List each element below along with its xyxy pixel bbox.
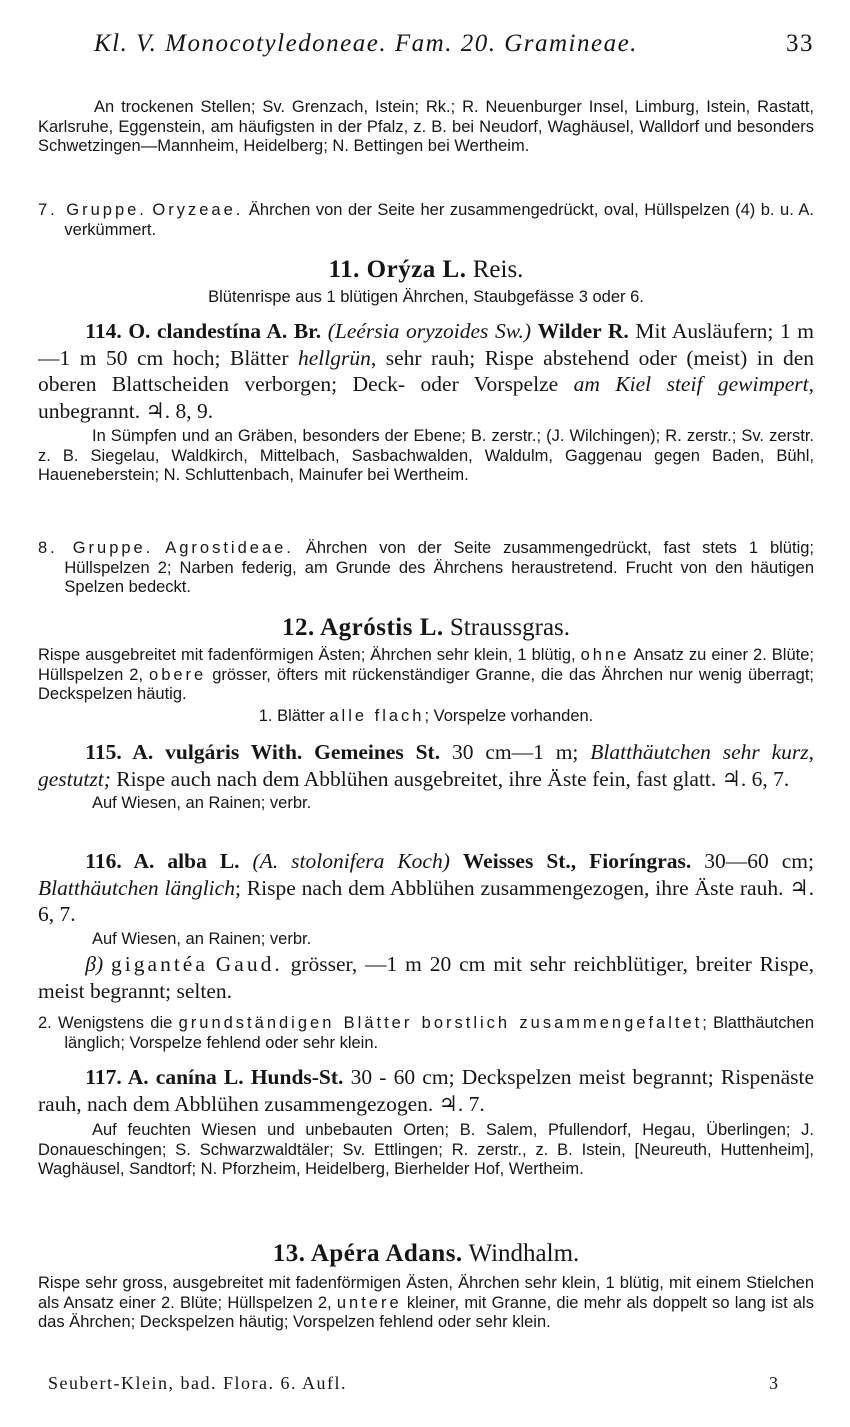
- species-117-desc: 30 - 60 cm; Deckspelzen meist begrannt; Rispenäste rauh, nach dem Abblühen zusammengezogen. ♃. 7.: [38, 1065, 815, 1116]
- genus-12-desc-3: grösser, öfters mit rückenständiger Granne, die das Ährchen nur wenig überragt; Deckspelzen häutig.: [38, 665, 814, 703]
- species-115-localities: Auf Wiesen, an Rainen; verbr.: [92, 794, 312, 812]
- species-114-synonym: (Leérsia oryzoides Sw.): [327, 319, 531, 343]
- page-footer: [48, 1373, 778, 1394]
- species-114-desc-italic-1: hellgrün: [298, 345, 371, 370]
- key-2-text: [38, 1014, 814, 1053]
- genus-11-desc: Blütenrispe aus 1 blütigen Ährchen, Staubgefässe 3 oder 6.: [208, 288, 644, 306]
- key-1: [38, 707, 814, 727]
- variety-name: gigantéa: [111, 952, 208, 976]
- genus-12: [38, 614, 814, 726]
- intro-localities-block: [38, 98, 814, 157]
- genus-11-title: 11. Orýza L.: [328, 256, 467, 283]
- species-115-desc-italic: Blatthäutchen sehr kurz, gestutzt;: [38, 740, 815, 791]
- species-116-desc-2: ; Rispe nach dem Abblühen zusammengezogen, ihre Äste rauh. ♃. 6, 7.: [38, 875, 814, 926]
- species-116-name: 116. A. alba L.: [85, 849, 240, 873]
- species-114: [38, 318, 814, 486]
- group-8: [38, 539, 814, 598]
- group-8-name: Agrostideae.: [165, 539, 294, 557]
- key-1-a: 1. Blätter: [258, 706, 325, 725]
- species-114-desc-3: , unbegrannt. ♃. 8, 9.: [38, 372, 814, 423]
- genus-11-heading: [38, 256, 814, 284]
- genus-12-desc: [38, 646, 814, 705]
- genus-13: [38, 1240, 814, 1333]
- species-116-localities: Auf Wiesen, an Rainen; verbr.: [92, 929, 312, 948]
- genus-11-common: Reis.: [472, 256, 524, 283]
- species-115: [38, 739, 814, 814]
- species-114-desc-italic-2: am Kiel steif gewimpert: [573, 372, 809, 396]
- species-116-desc-italic: Blatthäutchen länglich: [38, 875, 235, 900]
- page-number: 33: [786, 30, 814, 57]
- genus-13-title: 13. Apéra Adans.: [272, 1240, 463, 1267]
- species-115-text: [38, 739, 814, 792]
- species-114-common: Wilder R.: [537, 319, 629, 343]
- species-116-variety: [38, 951, 814, 1004]
- genus-12-title: 12. Agróstis L.: [281, 614, 444, 641]
- group-7: [38, 201, 814, 240]
- genus-11: [38, 256, 814, 308]
- species-115-desc-1: 30 cm—1 m;: [451, 740, 579, 764]
- genus-13-common: Windhalm.: [468, 1240, 580, 1267]
- species-117-localities: Auf feuchten Wiesen und unbebauten Orten; B. Salem, Pfullendorf, Hegau, Überlingen; J. Donaueschingen; S. Schwarzwaldtäler; Sv. Ettlingen; R. zerstr., z. B. Istein, [Neureuth, Huttenheim], Waghäusel, Sandtorf; N. Pforzheim, Heidelberg, Bierhelder Hof, Wertheim.: [38, 1121, 814, 1178]
- species-114-localities: In Sümpfen und an Gräben, besonders der Ebene; B. zerstr.; (J. Wilchingen); R. zerstr.; Sv. zerstr. z. B. Siegelau, Waldkirch, Mittelbach, Sasbachwalden, Waldulm, Gaggenau gegen Baden, Bühl, Haueneberstein; N. Schluttenbach, Mainufer bei Wertheim.: [38, 427, 814, 484]
- key-2-b: grundständigen Blätter borstlich zusammengefaltet: [178, 1014, 703, 1032]
- genus-13-desc-spaced: untere: [336, 1293, 402, 1312]
- group-8-text: [38, 539, 814, 598]
- genus-12-desc-1: Rispe ausgebreitet mit fadenförmigen Ästen; Ährchen sehr klein, 1 blütig,: [38, 646, 576, 664]
- genus-12-desc-spaced-1: ohne: [580, 646, 630, 664]
- variety-author: Gaud.: [215, 952, 283, 976]
- species-117-text: [38, 1064, 814, 1117]
- genus-12-desc-spaced-2: obere: [149, 665, 207, 684]
- species-114-desc-2: , sehr rauh; Rispe abstehend oder (meist) in den oberen Blattscheiden verborgen; Deck- oder Vorspelze: [38, 345, 815, 396]
- species-116-synonym: (A. stolonifera Koch): [252, 849, 450, 873]
- species-116-desc-1: 30—60 cm;: [704, 849, 814, 873]
- footer-source: Seubert-Klein, bad. Flora. 6. Aufl.: [48, 1373, 347, 1393]
- running-title: Kl. V. Monocotyledoneae. Fam. 20. Gramineae.: [94, 30, 638, 57]
- species-117: [38, 1064, 814, 1180]
- variety-label: β): [85, 952, 104, 976]
- key-2-c: ; Blatthäutchen länglich; Vorspelze fehlend oder sehr klein.: [64, 1014, 815, 1052]
- key-2: [38, 1014, 814, 1053]
- key-1-b: alle flach: [329, 706, 425, 725]
- genus-13-heading: [38, 1240, 814, 1268]
- species-114-text: [38, 318, 814, 424]
- species-114-name: 114. O. clandestína A. Br.: [85, 319, 322, 343]
- genus-12-common: Straussgras.: [449, 614, 571, 641]
- species-115-name: 115. A. vulgáris With.: [85, 740, 303, 764]
- intro-localities: An trockenen Stellen; Sv. Grenzach, Istein; Rk.; R. Neuenburger Insel, Limburg, Istein, Rastatt, Karlsruhe, Eggenstein, am häufigsten in der Pfalz, z. B. bei Neudorf, Waghäusel, Walldorf und besonders Schwetzingen—Mannheim, Heidelberg; N. Bettingen bei Wertheim.: [38, 98, 814, 155]
- key-1-c: ; Vorspelze vorhanden.: [424, 706, 594, 725]
- species-116: [38, 848, 814, 1004]
- group-7-text: [38, 201, 814, 240]
- signature-mark: 3: [769, 1373, 778, 1393]
- species-114-desc-1: Mit Ausläufern; 1 m—1 m 50 cm hoch; Blätter: [38, 319, 814, 370]
- group-8-desc: Ährchen von der Seite zusammengedrückt, fast stets 1 blütig; Hüllspelzen 2; Narben federig, am Grunde des Ährchens heraustretend. Frucht von den häutigen Spelzen bedeckt.: [64, 539, 814, 596]
- genus-12-desc-2: Ansatz zu einer 2. Blüte; Hüllspelzen 2,: [38, 646, 814, 684]
- species-115-common: Gemeines St.: [314, 740, 441, 764]
- species-116-common: Weisses St., Fioríngras.: [462, 849, 692, 873]
- group-8-label: 8. Gruppe.: [38, 539, 154, 557]
- genus-13-desc-1: Rispe sehr gross, ausgebreitet mit fadenförmigen Ästen, Ährchen sehr klein, 1 blütig, mit einem Stielchen als Ansatz einer 2. Blüte; Hüllspelzen 2,: [38, 1274, 814, 1312]
- species-117-common: Hunds-St.: [250, 1065, 344, 1089]
- genus-13-desc-2: kleiner, mit Granne, die mehr als doppelt so lang ist als das Ährchen; Deckspelzen häutig; Vorspelzen fehlend oder sehr klein.: [38, 1293, 814, 1331]
- species-116-text: [38, 848, 814, 928]
- genus-12-heading: [38, 614, 814, 642]
- group-7-label: 7. Gruppe.: [38, 201, 147, 219]
- group-7-desc: Ährchen von der Seite her zusammengedrückt, oval, Hüllspelzen (4) b. u. A. verkümmert.: [64, 201, 814, 239]
- key-2-a: 2. Wenigstens die: [38, 1014, 173, 1032]
- genus-13-desc: [38, 1274, 814, 1333]
- species-115-desc-2: Rispe auch nach dem Abblühen ausgebreitet, ihre Äste fein, fast glatt. ♃. 6, 7.: [116, 766, 790, 791]
- variety-desc: grösser, —1 m 20 cm mit sehr reichblütiger, breiter Rispe, meist begrannt; selten.: [38, 952, 815, 1003]
- running-header: [94, 30, 814, 58]
- group-7-name: Oryzeae.: [152, 201, 244, 219]
- species-117-name: 117. A. canína L.: [85, 1065, 244, 1089]
